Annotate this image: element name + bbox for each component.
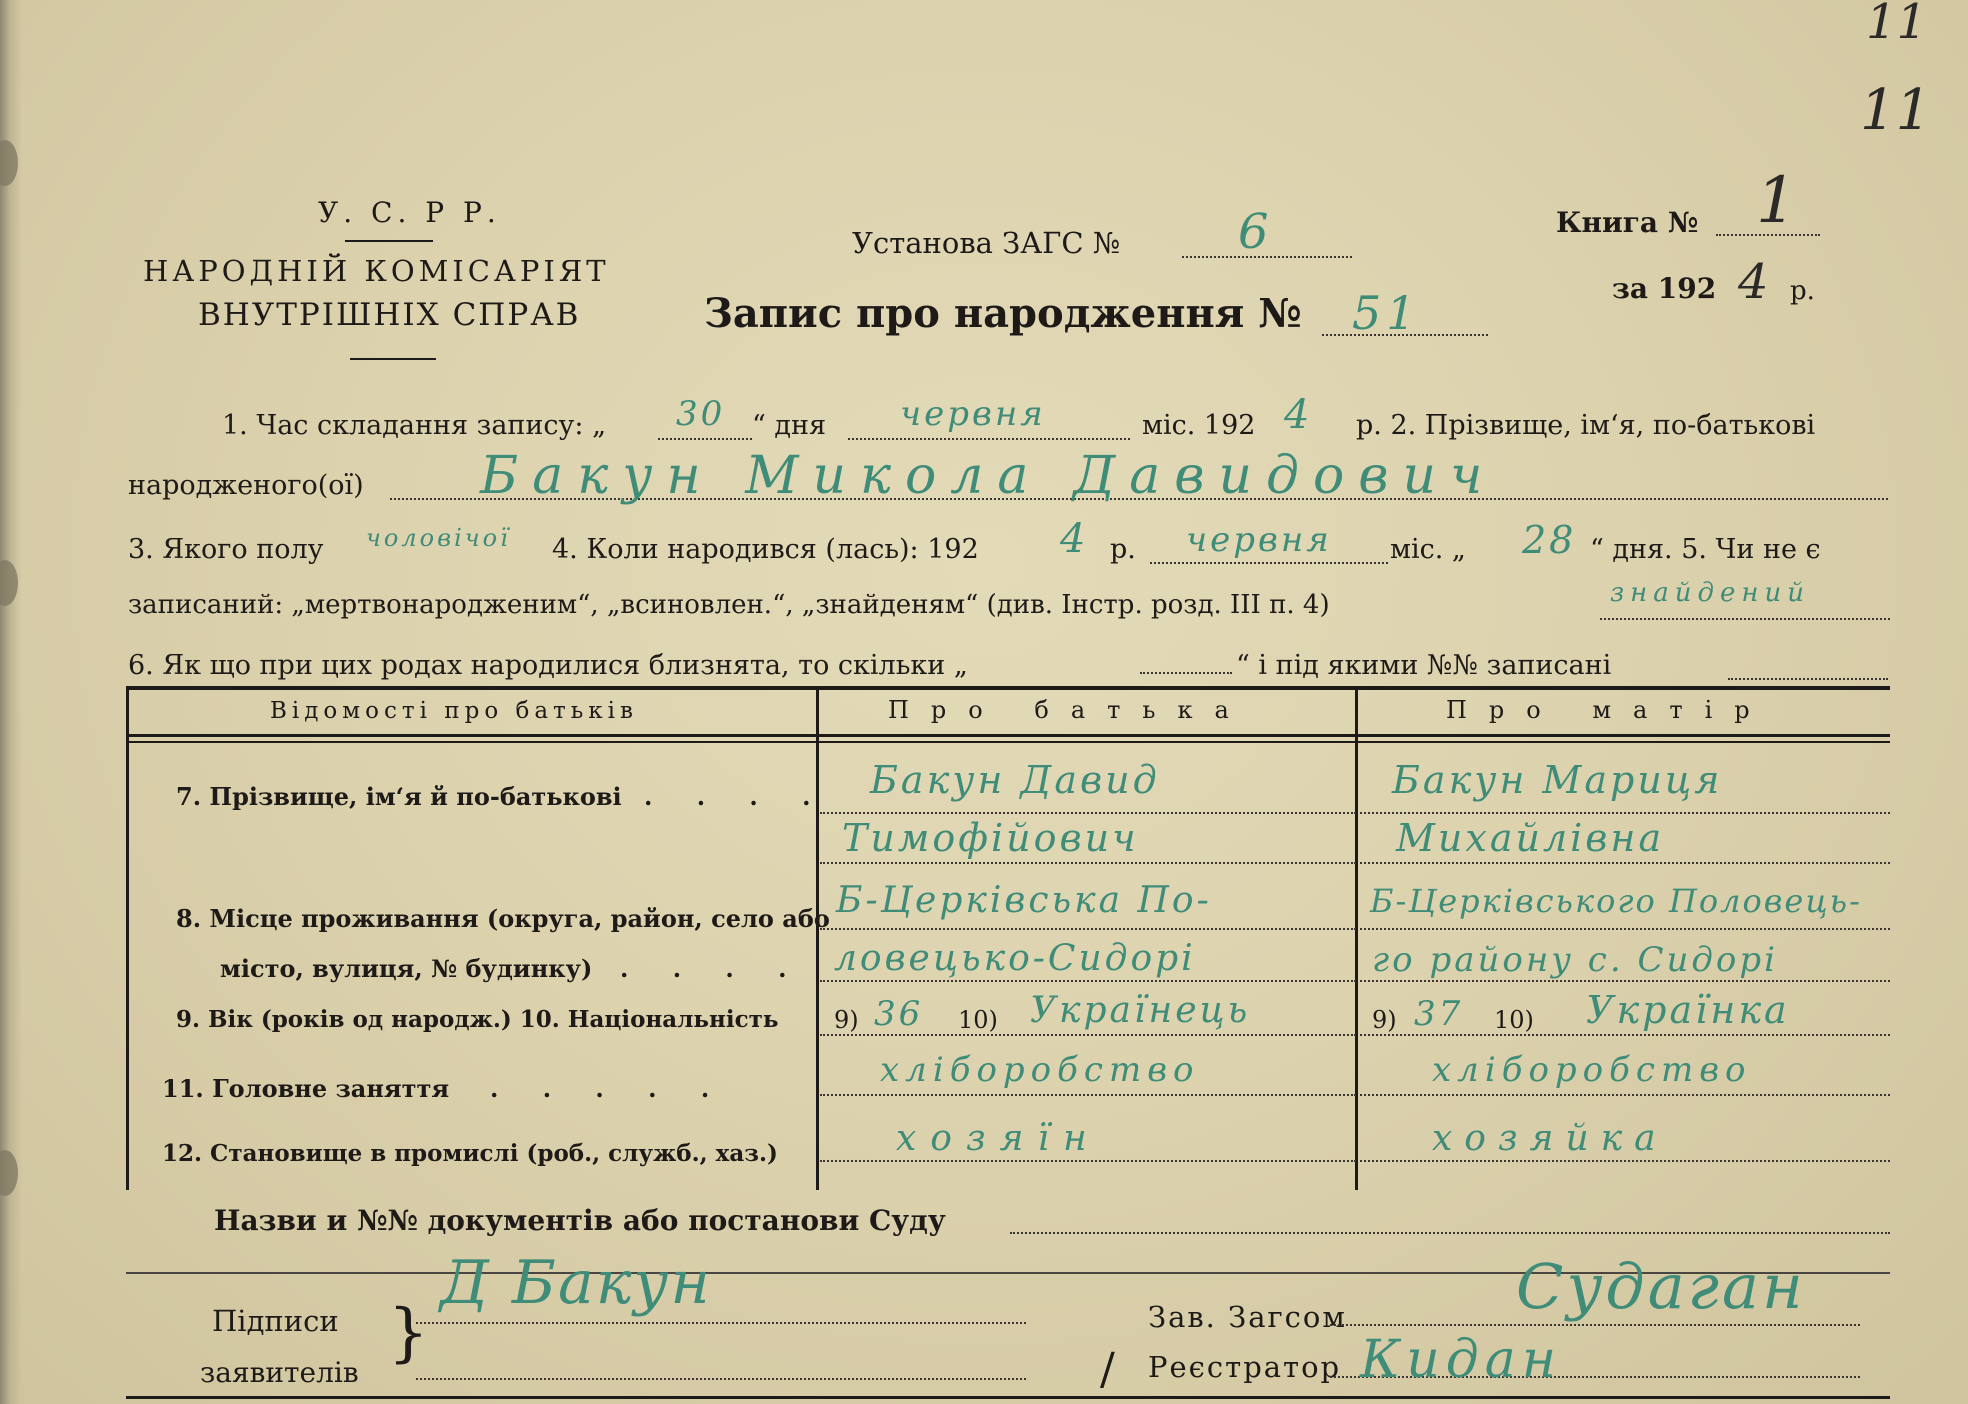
birth-month-label: міс. „ [1390, 534, 1466, 565]
child-name: Бакун Микола Давидович [480, 446, 1497, 506]
father-name-2: Тимофійович [842, 816, 1139, 860]
cell-dots [1360, 1034, 1890, 1036]
mother-age-prefix: 9) [1372, 1006, 1397, 1034]
sex-value: чоловічої [366, 524, 511, 552]
archive-mark-second: 11 [1860, 78, 1932, 143]
father-age-prefix: 9) [834, 1006, 859, 1034]
cell-dots [820, 1034, 1356, 1036]
row8-dots: . . . . [620, 954, 805, 983]
year-prefix: за 192 [1612, 272, 1717, 305]
year-suffix: р. [1790, 276, 1815, 306]
book-year-digit: 4 [1738, 254, 1769, 310]
birth-month-dots [1150, 562, 1388, 564]
head-signature: Судаган [1516, 1250, 1806, 1323]
birth-date-label: 4. Коли народився (лась): 192 [552, 534, 979, 565]
documents-label: Назви и №№ документів або постанови Суду [214, 1204, 946, 1237]
row7-label: 7. Прізвище, ім‘я й по-батькові [176, 782, 622, 811]
applicant-signature: Д Бакун [440, 1248, 712, 1318]
signature-dots [416, 1322, 1026, 1324]
table-header-parents: Відомості про батьків [270, 698, 638, 724]
table-divider-father [816, 686, 819, 1190]
country-label: У. С. Р Р. [318, 196, 501, 229]
record-title: Запис про народження № [704, 290, 1302, 337]
table-header-father: Про батька [888, 696, 1251, 724]
table-divider-mother [1355, 686, 1358, 1190]
table-header-mother: Про матір [1446, 696, 1772, 724]
table-top-border [126, 686, 1890, 690]
mother-occupation: хліборобство [1432, 1050, 1752, 1090]
mother-residence-2: го району с. Сидорі [1372, 940, 1779, 980]
mother-nationality: Українка [1586, 988, 1790, 1032]
mother-age: 37 [1414, 994, 1464, 1034]
institution-number: 6 [1238, 204, 1274, 260]
mother-status: хозяйка [1432, 1118, 1668, 1159]
commissariat-line2: ВНУТРІШНІХ СПРАВ [198, 297, 581, 333]
cell-dots [1360, 1094, 1890, 1096]
head-sign-dots [1330, 1324, 1860, 1326]
cell-dots [820, 862, 1356, 864]
twins-question-b: “ і під якими №№ записані [1236, 650, 1612, 681]
header-rule [345, 240, 433, 242]
registrar-slash: / [1100, 1344, 1115, 1395]
record-number: 51 [1352, 286, 1421, 340]
cell-dots [1360, 980, 1890, 982]
status-dots [1600, 618, 1890, 620]
cell-dots [820, 980, 1356, 982]
twins-count-dots [1140, 672, 1232, 674]
signatures-brace: } [388, 1296, 429, 1370]
birth-year-label: р. [1110, 534, 1136, 565]
table-left-border [126, 686, 129, 1190]
cell-dots [820, 1160, 1356, 1162]
signatures-label-a: Підписи [212, 1304, 339, 1338]
father-nationality-prefix: 10) [958, 1006, 998, 1034]
cell-dots [820, 928, 1356, 930]
registrar-label: Реєстратор [1148, 1350, 1342, 1384]
mother-nationality-prefix: 10) [1494, 1006, 1534, 1034]
mother-name-1: Бакун Мариця [1392, 758, 1723, 802]
father-nationality: Українець [1030, 990, 1251, 1031]
day-dots [658, 438, 752, 440]
twins-number-dots [1728, 678, 1888, 680]
row9-label: 9. Вік (років од народж.) 10. Національність [176, 1006, 779, 1033]
record-day: 30 [676, 394, 726, 434]
mother-name-2: Михайлівна [1396, 816, 1665, 860]
status-value: знайдений [1610, 578, 1811, 608]
father-occupation: хліборобство [880, 1050, 1200, 1090]
day-label: “ дня [752, 410, 827, 441]
bottom-rule [126, 1396, 1890, 1399]
cell-dots [1360, 812, 1890, 814]
cell-dots [1360, 1160, 1890, 1162]
header-rule [350, 358, 436, 360]
name-question-label: р. 2. Прізвище, ім‘я, по-батькові [1356, 410, 1816, 441]
father-name-1: Бакун Давид [870, 758, 1160, 802]
father-residence-2: ловецько-Сидорі [834, 938, 1196, 979]
cell-dots [820, 812, 1356, 814]
row11-dots: . . . . . [490, 1074, 728, 1103]
record-year-digit: 4 [1284, 392, 1313, 438]
sex-label: 3. Якого полу [128, 534, 324, 565]
status-question: записаний: „мертвонародженим“, „всиновлен.“, „знайденям“ (див. Інстр. розд. III п. 4) [128, 590, 1330, 620]
mother-residence-1: Б-Церківського Половець- [1370, 882, 1862, 920]
father-status: хозяїн [896, 1118, 1101, 1159]
birth-day-label: “ дня. 5. Чи не є [1590, 534, 1821, 565]
commissariat-line1: НАРОДНІЙ КОМІСАРІЯТ [143, 254, 610, 288]
cell-dots [1360, 928, 1890, 930]
registrar-signature: Кидан [1360, 1330, 1562, 1390]
row11-label: 11. Головне заняття [162, 1074, 450, 1103]
record-month: червня [900, 394, 1046, 434]
book-number: 1 [1756, 164, 1797, 238]
head-label: Зав. Загсом [1148, 1300, 1347, 1334]
row8-label-a: 8. Місце проживання (округа, район, село або [176, 904, 830, 933]
father-age: 36 [874, 994, 924, 1034]
book-label: Книга № [1556, 206, 1699, 239]
archive-mark-top: 11 [1866, 0, 1928, 50]
table-header-border [126, 734, 1890, 737]
father-residence-1: Б-Церківська По- [836, 880, 1212, 921]
twins-question-a: 6. Як що при цих родах народилися близнята, то скільки „ [128, 650, 968, 681]
birth-day: 28 [1522, 518, 1577, 562]
documents-dots [1010, 1232, 1890, 1234]
table-header-border-2 [126, 741, 1890, 743]
cell-dots [820, 1094, 1356, 1096]
row12-label: 12. Становище в промислі (роб., служб., хаз.) [162, 1140, 778, 1167]
cell-dots [1360, 862, 1890, 864]
month-label: міс. 192 [1142, 410, 1256, 441]
signature-dots [416, 1378, 1026, 1380]
birth-month: червня [1186, 520, 1332, 560]
record-time-label: 1. Час складання запису: „ [222, 410, 607, 441]
institution-label: Установа ЗАГС № [852, 226, 1121, 260]
birth-year-digit: 4 [1060, 516, 1089, 562]
row8-label-b: місто, вулиця, № будинку) [220, 954, 593, 983]
row7-dots: . . . . [644, 782, 829, 811]
month-dots [848, 438, 1130, 440]
signatures-label-b: заявителів [200, 1356, 359, 1389]
born-label: народженого(ої) [128, 470, 364, 501]
